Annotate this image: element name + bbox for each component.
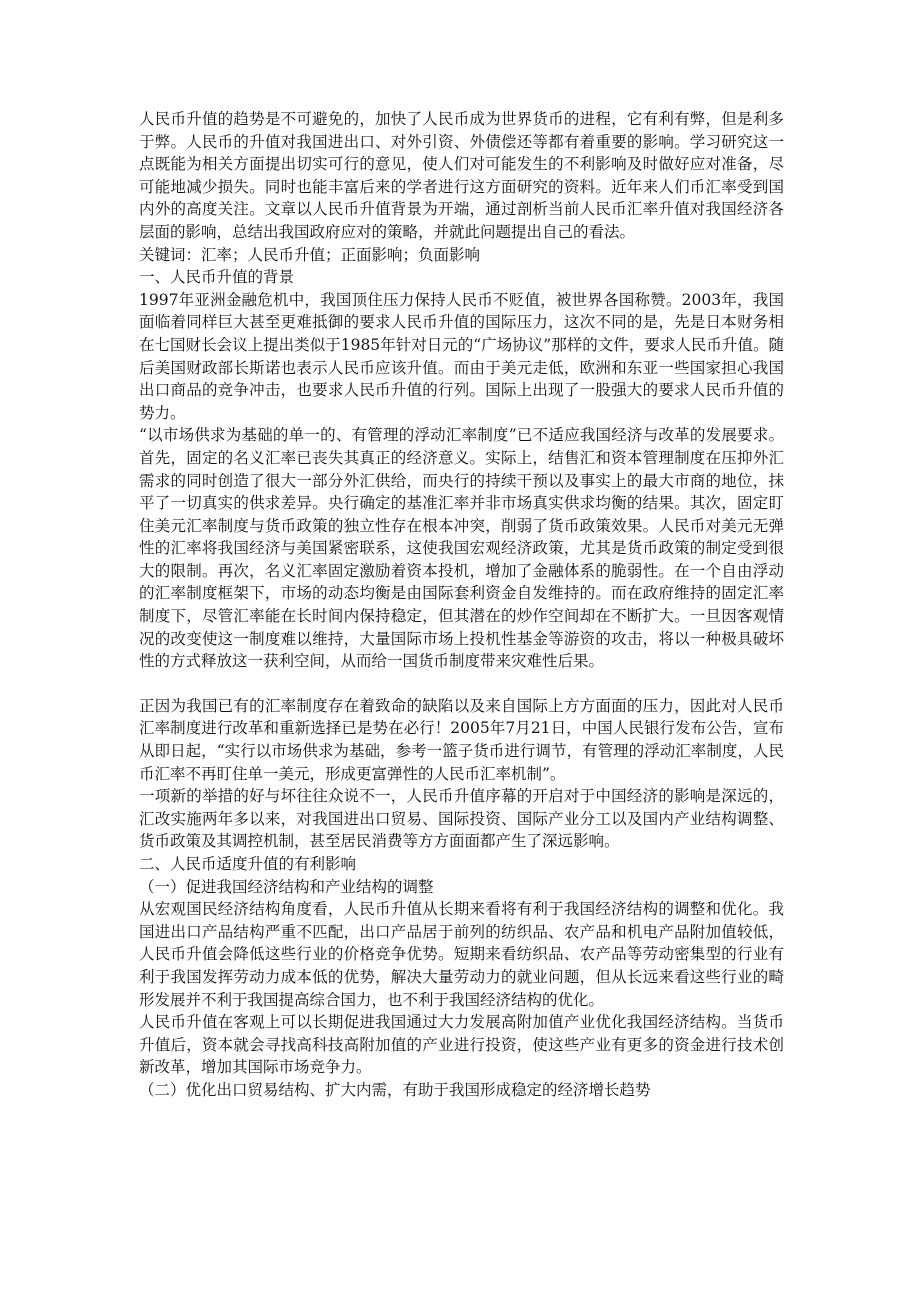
paragraph-macro-structure: 从宏观国民经济结构角度看，人民币升值从长期来看将有利于我国经济结构的调整和优化。我国进出口产品结构严重不匹配，出口产品居于前列的纺织品、农产品和机电产品附加值较低，人民币升值会降低这些行业的价格竞争优势。短期来看纺织品、农产品等劳动密集型的行业有利于我国发挥劳动力成本低的优势，解决大量劳动力的就业问题，但从长远来看这些行业的畸形发展并不利于我国提高综合国力，也不利于我国经济结构的优化。 — [139, 900, 784, 1009]
keywords-line: 关键词：汇率；人民币升值；正面影响；负面影响 — [139, 245, 481, 264]
paragraph-gap — [139, 673, 784, 695]
section-heading-background: 一、人民币升值的背景 — [139, 268, 295, 287]
section-heading-benefits: 二、人民币适度升值的有利影响 — [139, 855, 357, 873]
paragraph-1997-crisis: 1997年亚洲金融危机中，我国顶住压力保持人民币不贬值，被世界各国称赞。2003年，我国面临着同样巨大甚至更难抵御的要求人民币升值的国际压力，这次不同的是，先是日本财务相在七国财长会议上提出类似于1985年针对日元的“广场协议”那样的文件，要求人民币升值。随后美国财政部长斯诺也表示人民币应该升值。而由于美元走低，欧洲和东亚一些国家担心我国出口商品的竞争冲击，也要求人民币升值的行列。国际上出现了一股强大的要求人民币升值的势力。 — [139, 290, 784, 422]
subsection-heading-structure: （一）促进我国经济结构和产业结构的调整 — [139, 877, 434, 896]
paragraph-high-value-industry: 人民币升值在客观上可以长期促进我国通过大力发展高附加值产业优化我国经济结构。当货币升值后，资本就会寻找高科技高附加值的产业进行投资，使这些产业有更多的资金进行技术创新改革，增加其国际市场竞争力。 — [139, 1013, 784, 1077]
document-body — [139, 108, 784, 1102]
paragraph-exchange-regime: “以市场供求为基础的单一的、有管理的浮动汇率制度”已不适应我国经济与改革的发展要求。首先，固定的名义汇率已丧失其真正的经济意义。实际上，结售汇和资本管理制度在压抑外汇需求的同时创造了很大一部分外汇供给，而央行的持续干预以及事实上的最大市商的地位，抹平了一切真实的供求差异。央行确定的基准汇率并非市场真实供求均衡的结果。其次，固定盯住美元汇率制度与货币政策的独立性存在根本冲突，削弱了货币政策效果。人民币对美元无弹性的汇率将我国经济与美国紧密联系，这使我国宏观经济政策，尤其是货币政策的制定受到很大的限制。再次，名义汇率固定激励着资本投机，增加了金融体系的脆弱性。在一个自由浮动的汇率制度框架下，市场的动态均衡是由国际套利资金自发维持的。而在政府维持的固定汇率制度下，尽管汇率能在长时间内保持稳定，但其潜在的炒作空间却在不断扩大。一旦因客观情况的改变使这一制度难以维持，大量国际市场上投机性基金等游资的攻击，将以一种极具破坏性的方式释放这一获利空间，从而给一国货币制度带来灾难性后果。 — [139, 426, 784, 671]
paragraph-reform-2005: 正因为我国已有的汇率制度存在着致命的缺陷以及来自国际上方方面面的压力，因此对人民币汇率制度进行改革和重新选择已是势在必行！2005年7月21日，中国人民银行发布公告，宣布从即日起，“实行以市场供求为基础，参考一篮子货币进行调节，有管理的浮动汇率制度，人民币汇率不再盯住单一美元，形成更富弹性的人民币汇率机制”。 — [139, 696, 784, 783]
abstract-paragraph: 人民币升值的趋势是不可避免的，加快了人民币成为世界货币的进程，它有利有弊，但是利多于弊。人民币的升值对我国进出口、对外引资、外债偿还等都有着重要的影响。学习研究这一点既能为相关方面提出切实可行的意见，使人们对可能发生的不利影响及时做好应对准备，尽可能地减少损失。同时也能丰富后来的学者进行这方面研究的资料。近年来人们币汇率受到国内外的高度关注。文章以人民币升值背景为开端，通过剖析当前人民币汇率升值对我国经济各层面的影响，总结出我国政府应对的策略，并就此问题提出自己的看法。 — [139, 110, 784, 241]
paragraph-impact: 一项新的举措的好与坏往往众说不一，人民币升值序幕的开启对于中国经济的影响是深远的，汇改实施两年多以来，对我国进出口贸易、国际投资、国际产业分工以及国内产业结构调整、货币政策及其调控机制，甚至居民消费等方方面面都产生了深远影响。 — [139, 787, 784, 851]
subsection-heading-trade: （二）优化出口贸易结构、扩大内需，有助于我国形成稳定的经济增长趋势 — [139, 1080, 651, 1099]
